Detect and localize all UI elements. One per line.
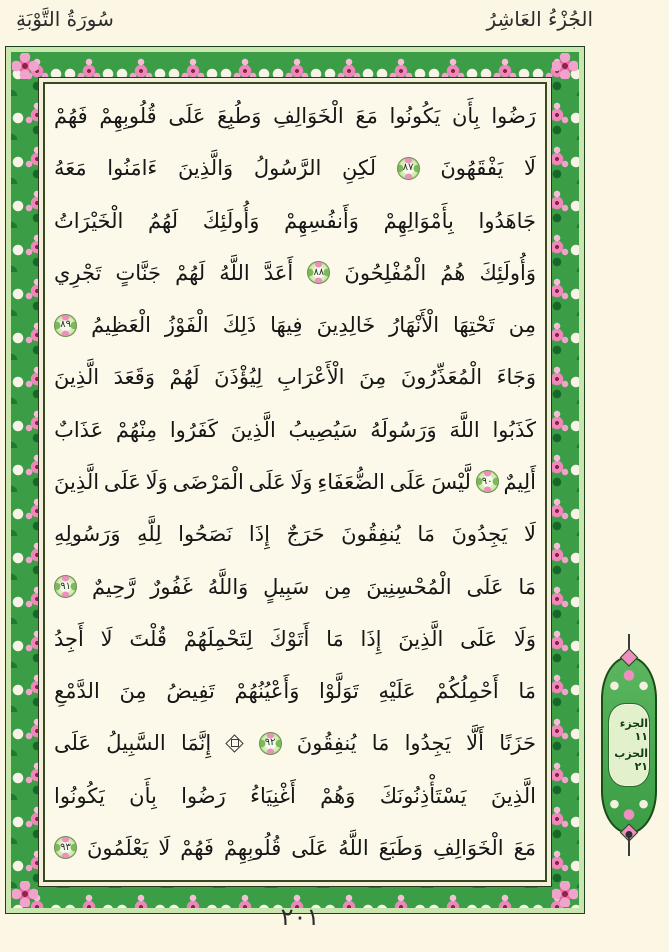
- quran-word: الْأَعْرَابِ: [276, 365, 345, 390]
- quran-word: ءَامَنُوا: [107, 156, 158, 181]
- quran-word: يُنفِقُونَ: [296, 731, 357, 756]
- quran-word: ذَلِكَ: [222, 313, 257, 338]
- quran-word: قُلْتَ: [129, 626, 167, 651]
- quran-word: لِتَحْمِلَهُمْ: [183, 626, 253, 651]
- quran-line: [54, 156, 536, 180]
- ayah-number: ٩٢: [264, 737, 276, 749]
- quran-word: اللَّهُ: [338, 835, 369, 860]
- quran-word: مَا: [326, 626, 344, 651]
- quran-word: الْعَظِيمُ: [91, 313, 151, 338]
- quran-word: الضُّعَفَاءِ: [317, 469, 385, 494]
- quran-line: [54, 731, 536, 755]
- quran-line: [54, 313, 536, 337]
- quran-word: السَّبِيلُ: [106, 731, 166, 756]
- corner-flower-icon: [552, 881, 578, 907]
- quran-lines: [54, 90, 536, 874]
- quran-word: حَرَجٌ: [286, 522, 325, 547]
- quran-word: أَتَوْكَ: [269, 626, 310, 651]
- quran-word: يَسْتَأْذِنُونَكَ: [379, 783, 467, 808]
- header-juz-title: الجُزْءُ العَاشِرُ: [486, 7, 593, 31]
- quran-word: وَالَّذِينَ: [177, 156, 234, 181]
- quran-word: الْمُعَذِّرُونَ: [400, 365, 483, 390]
- quran-word: تَجْرِي: [54, 260, 102, 285]
- quran-word: تَوَلَّوْا: [319, 679, 359, 704]
- medallion-stem-icon: [628, 834, 630, 856]
- quran-line: [54, 470, 536, 494]
- quran-word: لَكِنِ: [342, 156, 376, 181]
- quran-word: مَا: [417, 522, 435, 547]
- header-surah-title: سُورَةُ التَّوْبَةِ: [16, 7, 114, 31]
- ayah-end-rosette-icon: [259, 732, 282, 755]
- quran-line: [54, 209, 536, 233]
- quran-word: تَفِيضُ: [166, 679, 215, 704]
- quran-word: وَلَا: [513, 626, 536, 651]
- quran-word: لَهُمْ: [169, 365, 200, 390]
- quran-word: الَّذِينَ: [398, 626, 444, 651]
- ayah-end-rosette-icon: [54, 575, 77, 598]
- quran-word: رَضُوا: [491, 104, 536, 129]
- quran-line: [54, 627, 536, 651]
- quran-word: عَلَى: [168, 104, 206, 129]
- quran-word: وَرَسُولِهِ: [54, 522, 121, 547]
- quran-line: [54, 575, 536, 599]
- quran-word: كَذَبُوا: [492, 417, 536, 442]
- quran-word: عَذَابٌ: [54, 417, 104, 442]
- quran-word: يَعْلَمُونَ: [87, 835, 149, 860]
- quran-word: هُمُ: [440, 260, 466, 285]
- ayah-end-rosette-icon: [54, 836, 77, 859]
- corner-flower-icon: [552, 53, 578, 79]
- medallion-label-panel: [609, 704, 649, 786]
- quran-word: إِذَا: [248, 522, 270, 547]
- quran-word: لَا: [100, 626, 113, 651]
- quran-word: مِنَ: [359, 365, 387, 390]
- quran-word: لِلَّهِ: [136, 522, 162, 547]
- quran-word: رَّحِيمٌ: [91, 574, 136, 599]
- quran-line: [54, 522, 536, 546]
- quran-word: الَّذِينَ: [230, 417, 276, 442]
- quran-word: قُلُوبِهِمْ: [99, 104, 157, 129]
- quran-word: الْفَوْزُ: [164, 313, 209, 338]
- quran-word: سَبِيلٍ: [263, 574, 310, 599]
- quran-word: وَجَاءَ: [496, 365, 536, 390]
- quran-word: فِيهَا: [270, 313, 303, 338]
- quran-word: الرَّسُولُ: [253, 156, 322, 181]
- corner-flower-icon: [12, 53, 38, 79]
- quran-word: مَا: [518, 679, 536, 704]
- quran-word: الدَّمْعِ: [54, 679, 100, 704]
- quran-word: يَكُونُوا: [389, 104, 441, 129]
- quran-word: عَلَى: [103, 469, 141, 494]
- quran-word: عَلَى: [54, 731, 92, 756]
- margin-juz-medallion: [598, 634, 660, 866]
- quran-line: [54, 104, 536, 128]
- quran-word: لَا: [524, 156, 536, 181]
- quran-word: وَطُبِعَ: [217, 104, 262, 129]
- quran-word: يُنفِقُونَ: [341, 522, 401, 547]
- quran-word: كَفَرُوا: [169, 417, 219, 442]
- ornamental-border-frame: [6, 47, 584, 913]
- quran-word: لَهُمُ: [148, 208, 179, 233]
- quran-line: [54, 679, 536, 703]
- quran-word: مَا: [518, 574, 536, 599]
- quran-word: الْمَرْضَى: [172, 469, 244, 494]
- quran-word: فَهُمْ: [180, 835, 214, 860]
- quran-word: يَجِدُوا: [404, 731, 451, 756]
- quran-line: [54, 784, 536, 808]
- quran-word: قُلُوبِهِمْ: [223, 835, 282, 860]
- quran-word: لِيُؤْذَنَ: [214, 365, 263, 390]
- quran-word: نَصَحُوا: [178, 522, 233, 547]
- ayah-number: ٩٠: [481, 475, 493, 487]
- ayah-number: ٨٩: [60, 319, 71, 331]
- quran-word: بِأَن: [452, 104, 480, 129]
- quran-word: رَضُوا: [181, 783, 226, 808]
- quran-word: وَطَبَعَ: [378, 835, 424, 860]
- quran-word: الْمُفْلِحُونَ: [344, 260, 427, 285]
- medallion-hizb-label: الحزب ٢١: [614, 746, 648, 773]
- quran-word: أَعَدَّ: [263, 260, 294, 285]
- quran-word: سَيُصِيبُ: [288, 417, 358, 442]
- quran-word: وَأُولَئِكَ: [479, 260, 536, 285]
- quran-word: مَعَ: [513, 835, 536, 860]
- quran-word: وَهُمْ: [320, 783, 356, 808]
- quran-word: يَجِدُونَ: [451, 522, 508, 547]
- quran-word: بِأَمْوَالِهِمْ: [383, 208, 454, 233]
- rub-el-hizb-star-icon: [226, 735, 243, 752]
- quran-word: لَا: [158, 835, 171, 860]
- quran-word: مَعَ: [355, 104, 378, 129]
- quran-word: غَفُورٌ: [150, 574, 193, 599]
- ayah-number: ٨٨: [313, 266, 325, 278]
- quran-word: جَنَّاتٍ: [115, 260, 162, 285]
- quran-word: الَّذِينَ: [54, 469, 100, 494]
- quran-word: عَلَى: [389, 469, 427, 494]
- quran-word: يَكُونُوا: [54, 783, 105, 808]
- quran-word: فَهُمْ: [54, 104, 88, 129]
- ayah-end-rosette-icon: [54, 314, 77, 337]
- quran-word: وَأَعْيُنُهُمْ: [234, 679, 300, 704]
- ayah-end-rosette-icon: [307, 261, 330, 284]
- quran-word: بِأَن: [129, 783, 157, 808]
- quran-word: الْأَنْهَارُ: [389, 313, 440, 338]
- quran-word: أَحْمِلُكُمْ: [435, 679, 499, 704]
- quran-word: عَلَى: [466, 574, 504, 599]
- quran-word: لَّيْسَ: [431, 469, 471, 494]
- quran-word: وَرَسُولَهُ: [370, 417, 437, 442]
- quran-word: الَّذِينَ: [490, 783, 536, 808]
- quran-word: لَهُمْ: [175, 260, 206, 285]
- quran-word: تَحْتِهَا: [452, 313, 495, 338]
- quran-word: أَغْنِيَاءُ: [250, 783, 296, 808]
- quran-word: وَأَنفُسِهِمْ: [284, 208, 359, 233]
- quran-word: يَفْقَهُونَ: [440, 156, 504, 181]
- quran-word: جَاهَدُوا: [478, 208, 536, 233]
- ayah-number: ٩١: [60, 580, 71, 592]
- quran-word: الْمُحْسِنِينَ: [366, 574, 452, 599]
- quran-word: إِذَا: [360, 626, 382, 651]
- quran-word: وَاللَّهُ: [207, 574, 249, 599]
- medallion-juz-label: الجزء ١١: [619, 717, 648, 744]
- quran-line: [54, 365, 536, 389]
- quran-line: [54, 418, 536, 442]
- quran-word: وَلَا: [145, 469, 168, 494]
- quran-word: أَجِدُ: [54, 626, 84, 651]
- quran-word: أَلَّا: [466, 731, 484, 756]
- quran-word: مِن: [324, 574, 352, 599]
- quran-word: مِن: [508, 313, 536, 338]
- quran-word: وَلَا: [290, 469, 313, 494]
- quran-word: عَلَى: [248, 469, 286, 494]
- quran-word: مِنَ: [119, 679, 147, 704]
- quran-word: اللَّهَ: [449, 417, 480, 442]
- quran-word: عَلَيْهِ: [378, 679, 416, 704]
- page-number: ٢٠١: [280, 903, 320, 931]
- quran-text-panel: [43, 82, 547, 882]
- quran-word: وَأُولَئِكَ: [202, 208, 260, 233]
- quran-word: الْخَوَالِفِ: [273, 104, 344, 129]
- quran-word: عَلَى: [291, 835, 329, 860]
- quran-word: عَلَى: [460, 626, 498, 651]
- quran-word: حَزَنًا: [499, 731, 536, 756]
- ayah-end-rosette-icon: [397, 157, 420, 180]
- quran-word: الَّذِينَ: [54, 365, 100, 390]
- corner-flower-icon: [12, 881, 38, 907]
- quran-line: [54, 836, 536, 860]
- quran-word: خَالِدِينَ: [316, 313, 376, 338]
- quran-word: مِنْهُمْ: [115, 417, 158, 442]
- quran-word: أَلِيمٌ: [503, 469, 536, 494]
- quran-word: لَا: [524, 522, 536, 547]
- quran-word: اللَّهُ: [219, 260, 250, 285]
- quran-word: الْخَوَالِفِ: [432, 835, 504, 860]
- quran-line: [54, 261, 536, 285]
- quran-word: وَقَعَدَ: [113, 365, 155, 390]
- ayah-number: ٩٣: [60, 841, 71, 853]
- quran-word: إِنَّمَا: [180, 731, 212, 756]
- juz-hizb-medallion-icon: [601, 656, 657, 834]
- ayah-number: ٨٧: [402, 162, 414, 174]
- ayah-end-rosette-icon: [476, 470, 499, 493]
- quran-word: الْخَيْرَاتُ: [54, 208, 124, 233]
- quran-word: مَا: [371, 731, 390, 756]
- quran-word: مَعَهُ: [54, 156, 87, 181]
